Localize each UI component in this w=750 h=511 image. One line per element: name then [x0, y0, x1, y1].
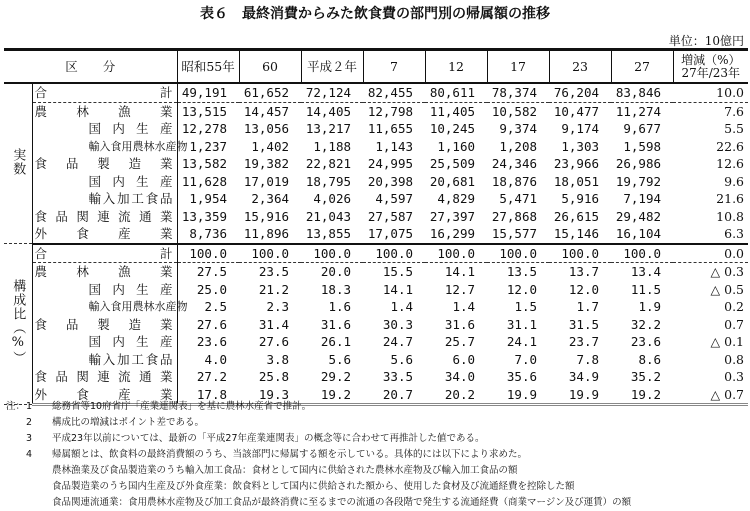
cell-value: 15,916: [243, 208, 290, 224]
cell-value: 80,611: [425, 83, 487, 102]
footnote: [6, 415, 631, 431]
cell-value: 10,245: [429, 121, 476, 137]
year-header: 7: [363, 50, 425, 84]
row-label-text: 国内生産: [88, 334, 173, 350]
cell-value: 2.5: [204, 299, 228, 315]
cell-value: 100.0: [487, 244, 549, 263]
cell-value: 15,577: [487, 225, 549, 244]
header-row: [4, 50, 748, 84]
cell-value: 1.5: [514, 299, 538, 315]
row-label: [32, 351, 177, 369]
table-row: [4, 173, 748, 191]
table-title: 表６ 最終消費からみた飲食費の部門別の帰属額の推移: [200, 6, 550, 22]
cell-value: 1.7: [576, 299, 600, 315]
cell-value: 76,204: [549, 83, 611, 102]
cell-value: 2.3: [266, 299, 290, 315]
cell-value: 1,402: [251, 138, 290, 154]
cell-value: 34.9: [568, 369, 600, 385]
cell-value: 15.5: [382, 264, 414, 280]
cell-value: 26.1: [320, 334, 352, 350]
cell-value: 5,471: [499, 191, 538, 207]
cell-value: 24.7: [382, 334, 414, 350]
cell-value: 15,146: [549, 225, 611, 244]
cell-value: 31.1: [506, 316, 538, 332]
table-row: [4, 120, 748, 138]
footnote-prefix: [6, 447, 26, 463]
cell-value: 25.0: [196, 281, 228, 297]
cell-value: 10,582: [491, 103, 538, 119]
change-value: 12.6: [716, 156, 745, 172]
row-label: [32, 208, 177, 226]
cell-value: 35.6: [506, 369, 538, 385]
footnote-prefix: [6, 415, 26, 431]
cell-value: 4,026: [313, 191, 352, 207]
cell-value: 5,916: [561, 191, 600, 207]
cell-value: 25.7: [444, 334, 476, 350]
cell-value: 13,359: [181, 208, 228, 224]
year-header: 昭和55年: [177, 50, 239, 84]
cell-value: 30.3: [382, 316, 414, 332]
cell-value: 16,104: [611, 225, 673, 244]
cell-value: 1,303: [561, 138, 600, 154]
cell-value: 5.6: [328, 351, 352, 367]
row-label-text: 輸入加工食品: [88, 351, 173, 367]
cell-value: 18.3: [320, 281, 352, 297]
year-header: 17: [487, 50, 549, 84]
cell-value: 1,143: [375, 138, 414, 154]
cell-value: 1.6: [328, 299, 352, 315]
cell-value: 29.2: [320, 369, 352, 385]
row-label: [32, 333, 177, 351]
footnote-definition: 農林漁業及び食品製造業のうち輸入加工食品：食材として国内に供給された農林水産物及び輸入加工食品の額: [52, 465, 518, 476]
cell-value: 22,821: [305, 156, 352, 172]
cell-value: 1.4: [390, 299, 414, 315]
cell-value: 4,829: [437, 191, 476, 207]
row-label-text: 食品関連流通業: [34, 369, 173, 385]
cell-value: 3.8: [266, 351, 290, 367]
row-label: [32, 173, 177, 191]
cell-value: 18,795: [305, 173, 352, 189]
row-label-text: 輸入食用農林水産物: [88, 139, 188, 153]
cell-value: 20,398: [367, 173, 414, 189]
table-row: [4, 316, 748, 334]
cell-value: 17.8: [177, 386, 239, 405]
cell-value: 12.0: [506, 281, 538, 297]
cell-value: 31.6: [320, 316, 352, 332]
year-header: 60: [239, 50, 301, 84]
cell-value: 100.0: [425, 244, 487, 263]
table-row: [4, 351, 748, 369]
cell-value: 72,124: [301, 83, 363, 102]
cell-value: 14,405: [305, 103, 352, 119]
cell-value: 14.1: [444, 264, 476, 280]
change-value: 7.6: [724, 103, 745, 119]
cell-value: 21.2: [258, 281, 290, 297]
cell-value: 13.7: [568, 264, 600, 280]
cell-value: 33.5: [382, 369, 414, 385]
cell-value: 27.2: [196, 369, 228, 385]
section-label: [4, 244, 32, 405]
row-label: [32, 298, 188, 316]
cell-value: 13,056: [243, 121, 290, 137]
table-row: [4, 208, 748, 226]
cell-value: 27,868: [491, 208, 538, 224]
cell-value: 23,966: [553, 156, 600, 172]
cell-value: 14,457: [243, 103, 290, 119]
cell-value: 19.3: [239, 386, 301, 405]
cell-value: 27.6: [258, 334, 290, 350]
cell-value: 24.1: [506, 334, 538, 350]
change-value: 5.5: [724, 121, 745, 137]
year-header: 27: [611, 50, 673, 84]
cell-value: 26,986: [615, 156, 662, 172]
cell-value: 11,628: [181, 173, 228, 189]
cell-value: 1.9: [638, 299, 662, 315]
row-label-text: 輸入食用農林水産物: [88, 300, 188, 314]
cell-value: 7,194: [623, 191, 662, 207]
cell-value: 9,374: [499, 121, 538, 137]
table-row: [4, 155, 748, 173]
cell-value: 1,598: [623, 138, 662, 154]
cell-value: 78,374: [487, 83, 549, 102]
unit-label: 単位：10億円: [668, 34, 744, 48]
cell-value: 61,652: [239, 83, 301, 102]
row-label: [32, 263, 177, 281]
cell-value: 24,995: [367, 156, 414, 172]
cell-value: 29,482: [615, 208, 662, 224]
cell-value: 23.6: [196, 334, 228, 350]
cell-value: 19,382: [243, 156, 290, 172]
change-value: 0.3: [724, 369, 745, 385]
change-value: △ 0.1: [710, 334, 745, 350]
row-label-text: 外食産業: [34, 386, 173, 402]
footnote-text: 総務省等10府省庁「産業連関表」を基に農林水産省で推計。: [52, 401, 312, 412]
change-header: [673, 50, 748, 84]
change-value: 0.7: [724, 316, 745, 332]
cell-value: 100.0: [549, 244, 611, 263]
change-value: 10.8: [716, 208, 745, 224]
row-label-text: 国内生産: [88, 121, 173, 137]
cell-value: 16,299: [425, 225, 487, 244]
row-label: [32, 225, 177, 244]
cell-value: 20.0: [320, 264, 352, 280]
cell-value: 1,160: [437, 138, 476, 154]
cell-value: 100.0: [611, 244, 673, 263]
cell-value: 23.7: [568, 334, 600, 350]
cell-value: 13,582: [181, 156, 228, 172]
footnote: [6, 431, 631, 447]
cell-value: 49,191: [177, 83, 239, 102]
cell-value: 11,405: [429, 103, 476, 119]
cell-value: 19.2: [301, 386, 363, 405]
cell-value: 32.2: [630, 316, 662, 332]
footnote-prefix: 注：: [6, 401, 26, 412]
row-label-text: 国内生産: [88, 281, 173, 297]
cell-value: 11,655: [367, 121, 414, 137]
cell-value: 13,855: [301, 225, 363, 244]
cell-value: 12.7: [444, 281, 476, 297]
category-header: 区 分: [4, 50, 177, 84]
cell-value: 1,954: [189, 191, 228, 207]
change-value: △ 0.5: [710, 281, 745, 297]
cell-value: 31.4: [258, 316, 290, 332]
cell-value: 83,846: [611, 83, 673, 102]
row-label: [32, 102, 177, 120]
cell-value: 24,346: [491, 156, 538, 172]
footnote-text: 平成23年以前については、最新の「平成27年産業連関表」の概念等に合わせて再推計した値である。: [52, 433, 485, 444]
cell-value: 19.2: [611, 386, 673, 405]
cell-value: 14.1: [382, 281, 414, 297]
row-label: [32, 368, 177, 386]
row-label-text: 合計: [34, 85, 173, 101]
footnote: [6, 399, 631, 415]
cell-value: 13,515: [181, 103, 228, 119]
cell-value: 12,278: [181, 121, 228, 137]
row-label: [32, 316, 177, 334]
cell-value: 100.0: [177, 244, 239, 263]
cell-value: 11.5: [630, 281, 662, 297]
cell-value: 19.9: [549, 386, 611, 405]
footnote-number: 4: [26, 449, 33, 460]
cell-value: 20.7: [363, 386, 425, 405]
cell-value: 17,075: [363, 225, 425, 244]
row-label-text: 食品製造業: [34, 316, 173, 332]
footnote-number: 3: [26, 433, 33, 444]
row-label-text: 輸入加工食品: [88, 191, 173, 207]
change-value: △ 0.3: [710, 264, 745, 280]
cell-value: 18,876: [491, 173, 538, 189]
cell-value: 4,597: [375, 191, 414, 207]
cell-value: 34.0: [444, 369, 476, 385]
cell-value: 6.0: [452, 351, 476, 367]
year-header: 平成２年: [301, 50, 363, 84]
cell-value: 7.8: [576, 351, 600, 367]
footnote-definition: 食品関連流通業：食用農林水産物及び加工食品が最終消費に至るまでの流通の各段階で発生する流通経費（商業マージン及び運賃）の額: [52, 497, 632, 508]
cell-value: 100.0: [239, 244, 301, 263]
year-header: 12: [425, 50, 487, 84]
table-row: [4, 298, 748, 316]
section-label: [4, 83, 32, 244]
row-label: [32, 244, 177, 263]
cell-value: 10,477: [553, 103, 600, 119]
cell-value: 12.0: [568, 281, 600, 297]
cell-value: 9,174: [561, 121, 600, 137]
cell-value: 35.2: [630, 369, 662, 385]
food-expenditure-table: [4, 48, 748, 406]
table-row: [4, 263, 748, 281]
cell-value: 23.5: [258, 264, 290, 280]
change-value: 10.0: [673, 83, 748, 102]
change-value: 0.8: [724, 351, 745, 367]
cell-value: 13.4: [630, 264, 662, 280]
cell-value: 100.0: [301, 244, 363, 263]
cell-value: 100.0: [363, 244, 425, 263]
footnote-number: 2: [26, 417, 33, 428]
footnote: [6, 447, 631, 463]
cell-value: 1,237: [189, 138, 228, 154]
cell-value: 1,188: [313, 138, 352, 154]
row-label: [32, 281, 177, 299]
cell-value: 1.4: [452, 299, 476, 315]
cell-value: 19.9: [487, 386, 549, 405]
cell-value: 1,208: [499, 138, 538, 154]
cell-value: 8,736: [177, 225, 239, 244]
cell-value: 26,615: [553, 208, 600, 224]
change-value: 6.3: [673, 225, 748, 244]
cell-value: 27.6: [196, 316, 228, 332]
cell-value: 25,509: [429, 156, 476, 172]
cell-value: 31.6: [444, 316, 476, 332]
change-header-line1: 増減（%）: [681, 52, 741, 67]
cell-value: 27,397: [429, 208, 476, 224]
cell-value: 11,274: [615, 103, 662, 119]
change-header-line2: 27年/23年: [681, 65, 741, 80]
cell-value: 11,896: [239, 225, 301, 244]
footnotes: [6, 399, 631, 511]
change-value: 0.2: [724, 299, 745, 315]
table-row: [4, 190, 748, 208]
cell-value: 9,677: [623, 121, 662, 137]
change-value: 21.6: [716, 191, 745, 207]
row-label: [32, 83, 177, 102]
row-label: [32, 190, 177, 208]
row-label-text: 合計: [34, 245, 173, 261]
cell-value: 13,217: [305, 121, 352, 137]
cell-value: 31.5: [568, 316, 600, 332]
year-header: 23: [549, 50, 611, 84]
total-row: [4, 244, 748, 263]
row-label: [32, 120, 177, 138]
row-label: [32, 138, 188, 156]
footnote-text: 帰属額とは、飲食料の最終消費額のうち、当該部門に帰属する額を示している。具体的には以下により求めた。: [52, 449, 528, 460]
table-row: [4, 333, 748, 351]
table-row: [4, 138, 748, 156]
change-value: 0.0: [673, 244, 748, 263]
table-row: [4, 102, 748, 120]
row-label-text: 農林漁業: [34, 264, 173, 280]
footnote-number: 1: [26, 401, 33, 412]
row-label-text: 国内生産: [88, 173, 173, 189]
cell-value: 20,681: [429, 173, 476, 189]
section-label-text: 実数: [10, 147, 26, 176]
cell-value: 5.6: [390, 351, 414, 367]
cell-value: 23.6: [630, 334, 662, 350]
cell-value: 12,798: [367, 103, 414, 119]
row-label-text: 農林漁業: [34, 103, 173, 119]
change-value: 9.6: [724, 173, 745, 189]
cell-value: 7.0: [514, 351, 538, 367]
change-value: △ 0.7: [673, 386, 748, 405]
footnote-prefix: [6, 431, 26, 447]
row-label-text: 外食産業: [34, 226, 173, 242]
section-label-text: 構成比（%）: [10, 279, 26, 365]
cell-value: 25.8: [258, 369, 290, 385]
cell-value: 17,019: [243, 173, 290, 189]
cell-value: 18,051: [553, 173, 600, 189]
cell-value: 8.6: [638, 351, 662, 367]
table-row: [4, 225, 748, 244]
cell-value: 20.2: [425, 386, 487, 405]
cell-value: 2,364: [251, 191, 290, 207]
row-label-text: 食品関連流通業: [34, 208, 173, 224]
table-row: [4, 281, 748, 299]
row-label-text: 食品製造業: [34, 156, 173, 172]
cell-value: 19,792: [615, 173, 662, 189]
footnote-definition: 食品製造業のうち国内生産及び外食産業：飲食料として国内に供給された額から、使用した食材及び流通経費を控除した額: [52, 481, 575, 492]
change-value: 22.6: [716, 138, 745, 154]
row-label: [32, 155, 177, 173]
cell-value: 4.0: [204, 351, 228, 367]
cell-value: 13.5: [506, 264, 538, 280]
cell-value: 27.5: [196, 264, 228, 280]
total-row: [4, 83, 748, 102]
cell-value: 21,043: [305, 208, 352, 224]
footnote-text: 構成比の増減はポイント差である。: [52, 417, 205, 428]
cell-value: 82,455: [363, 83, 425, 102]
table-row: [4, 368, 748, 386]
cell-value: 27,587: [367, 208, 414, 224]
